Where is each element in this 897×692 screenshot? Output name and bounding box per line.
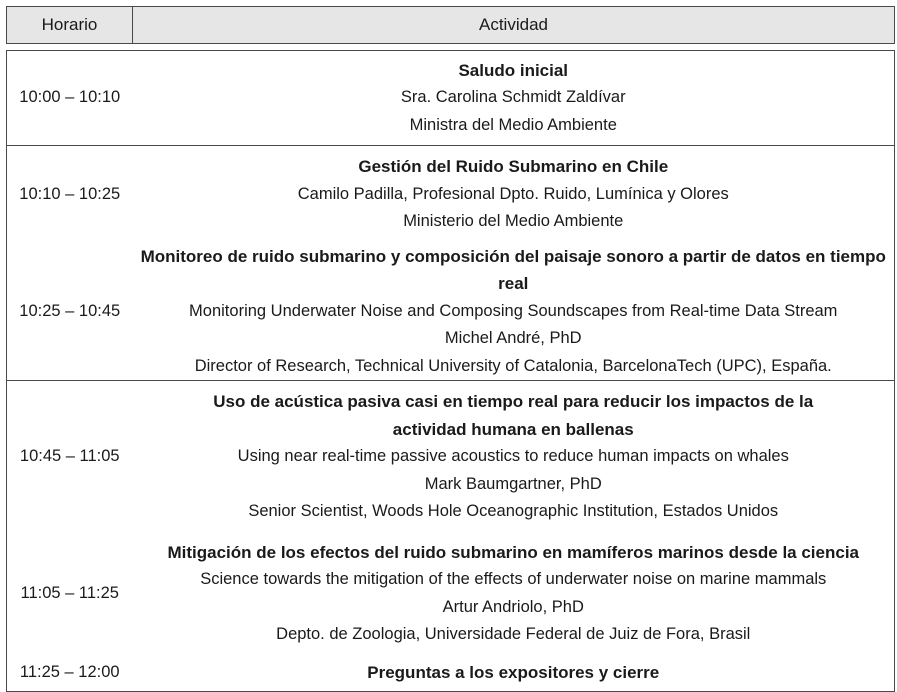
row-time: 10:45 – 11:05 — [7, 381, 133, 533]
row-speaker: Artur Andriolo, PhD — [442, 597, 584, 616]
agenda-row — [7, 655, 895, 692]
row-activity — [133, 381, 895, 533]
row-title: Uso de acústica pasiva casi en tiempo real para reducir los impactos de la — [213, 392, 814, 411]
row-time: 10:00 – 10:10 — [7, 51, 133, 146]
row-title: Preguntas a los expositores y cierre — [367, 663, 660, 682]
agenda-row — [7, 533, 895, 655]
row-speaker: Mark Baumgartner, PhD — [424, 474, 602, 493]
row-speaker: Sra. Carolina Schmidt Zaldívar — [400, 88, 626, 107]
row-speaker: Camilo Padilla, Profesional Dpto. Ruido, Lumínica y Olores — [297, 184, 729, 203]
row-time: 11:25 – 12:00 — [7, 655, 133, 692]
row-title: Gestión del Ruido Submarino en Chile — [358, 157, 669, 176]
agenda-table — [6, 6, 895, 692]
agenda-row — [7, 243, 895, 381]
header-horario: Horario — [7, 7, 133, 44]
row-speaker: Michel André, PhD — [444, 329, 582, 347]
row-subtitle-en: Science towards the mitigation of the effects of underwater noise on marine mammals — [200, 570, 827, 588]
row-activity — [133, 243, 895, 381]
row-time: 10:10 – 10:25 — [7, 146, 133, 243]
row-activity — [133, 533, 895, 655]
row-title: Mitigación de los efectos del ruido submarino en mamíferos marinos desde la ciencia — [167, 542, 860, 562]
header-actividad: Actividad — [133, 7, 895, 44]
row-time: 11:05 – 11:25 — [7, 533, 133, 655]
row-affiliation: Ministra del Medio Ambiente — [409, 115, 617, 134]
row-activity — [133, 655, 895, 692]
row-title-cont: actividad humana en ballenas — [392, 419, 634, 439]
row-title: Monitoreo de ruido submarino y composición del paisaje sonoro a partir de datos en tiempo real — [140, 246, 886, 293]
row-activity — [133, 146, 895, 243]
agenda-row — [7, 146, 895, 243]
row-affiliation: Director of Research, Technical University of Catalonia, BarcelonaTech (UPC), España. — [194, 356, 832, 375]
row-affiliation: Senior Scientist, Woods Hole Oceanographic Institution, Estados Unidos — [248, 502, 779, 520]
row-subtitle-en: Monitoring Underwater Noise and Composing Soundscapes from Real-time Data Stream — [189, 301, 838, 320]
row-title: Saludo inicial — [458, 60, 569, 80]
row-affiliation: Ministerio del Medio Ambiente — [403, 212, 624, 230]
row-affiliation: Depto. de Zoologia, Universidade Federal de Juiz de Fora, Brasil — [276, 625, 751, 643]
agenda-row — [7, 51, 895, 146]
row-activity — [133, 51, 895, 146]
row-time: 10:25 – 10:45 — [7, 243, 133, 381]
agenda-row — [7, 381, 895, 533]
row-subtitle-en: Using near real-time passive acoustics to reduce human impacts on whales — [237, 447, 789, 465]
